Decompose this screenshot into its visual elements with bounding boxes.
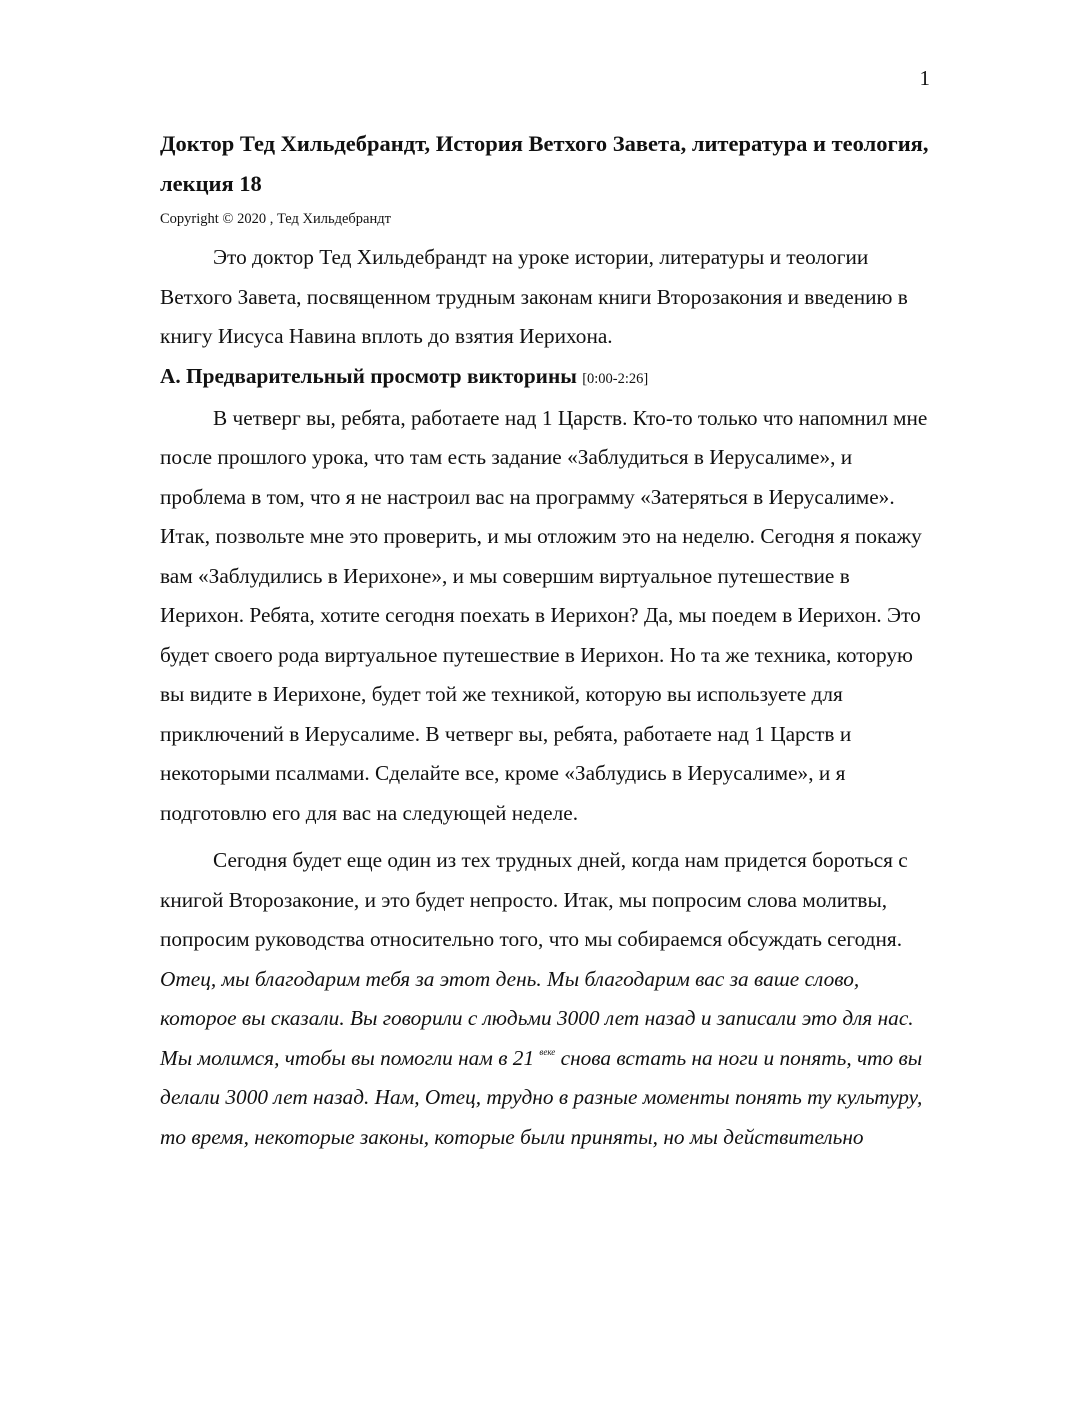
section-a-heading (160, 357, 932, 399)
page-number: 1 (919, 66, 930, 90)
section-a-title: A. Предварительный просмотр викторины (160, 363, 577, 388)
intro-paragraph: Это доктор Тед Хильдебрандт на уроке истории, литературы и теологии Ветхого Завета, посвященном трудным законам книги Второзакония и введению в книгу Иисуса Навина вплоть до взятия Иерихона. (160, 245, 908, 348)
prayer-text-part-1: Отец, мы благодарим тебя за этот день. Мы благодарим вас за ваше слово, которое вы сказали. Вы говорили с людьми 3000 лет назад и записали это для нас. Мы молимся, чтобы вы помогли нам в 21 (160, 966, 914, 1070)
section-a-paragraph-2 (160, 841, 932, 1157)
document-body (160, 124, 932, 1157)
century-ordinal-superscript: веке (539, 1046, 556, 1057)
paragraph-spacer (160, 833, 932, 841)
copyright-line: Copyright © 2020 , Тед Хильдебрандт (160, 211, 391, 227)
paragraph-2-plain-text: Сегодня будет еще один из тех трудных дней, когда нам придется бороться с книгой Второзаконие, и это будет непросто. Итак, мы попросим слова молитвы, попросим руководства относительно того, что мы собираемся обсуждать сегодня. (160, 848, 908, 951)
section-a-timestamp: [0:00-2:26] (582, 370, 649, 387)
prayer-text-part-2: снова встать на ноги и понять, что вы делали 3000 лет назад. Нам, Отец, трудно в разные моменты понять ту культуру, то время, некоторые законы, которые были приняты, но мы действительно (160, 1045, 923, 1149)
section-a-paragraph-1: В четверг вы, ребята, работаете над 1 Царств. Кто-то только что напомнил мне после прошлого урока, что там есть задание «Заблудиться в Иерусалиме», и проблема в том, что я не настроил вас на программу «Затеряться в Иерусалиме». Итак, позвольте мне это проверить, и мы отложим это на неделю. Сегодня я покажу вам «Заблудились в Иерихоне», и мы совершим виртуальное путешествие в Иерихон. Ребята, хотите сегодня поехать в Иерихон? Да, мы поедем в Иерихон. Это будет своего рода виртуальное путешествие в Иерихон. Но та же техника, которую вы видите в Иерихоне, будет той же техникой, которую вы используете для приключений в Иерусалиме. В четверг вы, ребята, работаете над 1 Царств и некоторыми псалмами. Сделайте все, кроме «Заблудись в Иерусалиме», и я подготовлю его для вас на следующей неделе. (160, 405, 928, 825)
document-title: Доктор Тед Хильдебрандт, История Ветхого Завета, литература и теология, лекция 18 (160, 131, 929, 196)
